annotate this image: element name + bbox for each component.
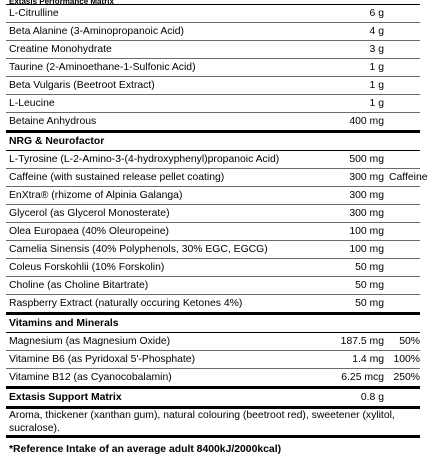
table-row	[6, 95, 420, 113]
section-title: Vitamins and Minerals	[6, 314, 420, 333]
ingredient-name: L-Leucine	[6, 95, 318, 113]
table-row	[6, 241, 420, 259]
ingredient-name: EnXtra® (rhizome of Alpinia Galanga)	[6, 187, 318, 205]
reference-intake: 50%	[386, 333, 420, 351]
ingredient-name: Glycerol (as Glycerol Monosterate)	[6, 205, 318, 223]
nrg-header-row	[6, 132, 420, 151]
ingredient-amount: 100 mg	[318, 223, 386, 241]
table-row	[6, 23, 420, 41]
ingredient-name: Choline (as Choline Bitartrate)	[6, 277, 318, 295]
ingredient-name: Creatine Monohydrate	[6, 41, 318, 59]
nutrition-table	[6, 0, 420, 460]
reference-intake: 250%	[386, 369, 420, 388]
ingredient-extra: Caffeine	[386, 169, 420, 187]
nutrition-panel	[6, 0, 420, 460]
support-header-row	[6, 388, 420, 408]
table-row	[6, 151, 420, 169]
ingredient-name: Betaine Anhydrous	[6, 113, 318, 132]
table-row	[6, 5, 420, 23]
ingredient-amount: 300 mg	[318, 205, 386, 223]
ingredient-name: Coleus Forskohlii (10% Forskolin)	[6, 259, 318, 277]
ingredient-name: Vitamine B6 (as Pyridoxal 5'-Phosphate)	[6, 351, 318, 369]
ingredient-amount: 300 mg	[318, 169, 386, 187]
table-row	[6, 169, 420, 187]
ingredient-amount: 50 mg	[318, 259, 386, 277]
ingredient-name: Vitamine B12 (as Cyanocobalamin)	[6, 369, 318, 388]
table-row	[6, 351, 420, 369]
ingredient-name: Taurine (2-Aminoethane-1-Sulfonic Acid)	[6, 59, 318, 77]
ingredients-text: Aroma, thickener (xanthan gum), natural colouring (beetroot red), sweetener (xylitol, sucralose).	[6, 408, 420, 437]
ingredient-name: Olea Europaea (40% Oleuropeine)	[6, 223, 318, 241]
ingredient-amount: 1 g	[318, 77, 386, 95]
ingredient-amount: 1 g	[318, 59, 386, 77]
table-row	[6, 223, 420, 241]
ingredient-name: Caffeine (with sustained release pellet coating)	[6, 169, 318, 187]
table-row	[6, 259, 420, 277]
ingredient-amount: 100 mg	[318, 241, 386, 259]
ingredient-amount: 1.4 mg	[318, 351, 386, 369]
table-row	[6, 187, 420, 205]
table-row	[6, 295, 420, 314]
ingredient-name: L-Citrulline	[6, 5, 318, 23]
section-title: NRG & Neurofactor	[6, 132, 420, 151]
section-title: Extasis Support Matrix	[6, 388, 318, 408]
vitamins-header-row	[6, 314, 420, 333]
ingredient-name: Beta Alanine (3-Aminopropanoic Acid)	[6, 23, 318, 41]
ingredient-amount: 6 g	[318, 5, 386, 23]
ingredient-amount: 4 g	[318, 23, 386, 41]
ingredient-name: Beta Vulgaris (Beetroot Extract)	[6, 77, 318, 95]
reference-intake: 100%	[386, 351, 420, 369]
ingredient-amount: 1 g	[318, 95, 386, 113]
table-row	[6, 77, 420, 95]
ingredient-amount: 3 g	[318, 41, 386, 59]
ingredients-row	[6, 408, 420, 437]
table-row	[6, 59, 420, 77]
ingredient-name: Raspberry Extract (naturally occuring Ketones 4%)	[6, 295, 318, 314]
table-row	[6, 113, 420, 132]
ingredient-amount: 400 mg	[318, 113, 386, 132]
ingredient-amount: 500 mg	[318, 151, 386, 169]
ingredient-amount: 187.5 mg	[318, 333, 386, 351]
table-row	[6, 277, 420, 295]
ingredient-amount: 300 mg	[318, 187, 386, 205]
ingredient-amount: 0.8 g	[318, 388, 386, 408]
ingredient-name: Camelia Sinensis (40% Polyphenols, 30% EGC, EGCG)	[6, 241, 318, 259]
ingredient-amount: 6.25 mcg	[318, 369, 386, 388]
ingredient-name: Magnesium (as Magnesium Oxide)	[6, 333, 318, 351]
performance-title: Extasis Performance Matrix	[6, 0, 420, 5]
ingredient-name: L-Tyrosine (L-2-Amino-3-(4-hydroxyphenyl)propanoic Acid)	[6, 151, 318, 169]
table-row	[6, 41, 420, 59]
ingredient-amount: 50 mg	[318, 277, 386, 295]
table-row	[6, 369, 420, 388]
ingredient-amount: 50 mg	[318, 295, 386, 314]
table-row	[6, 205, 420, 223]
reference-row	[6, 437, 420, 460]
table-row	[6, 333, 420, 351]
reference-note: *Reference Intake of an average adult 8400kJ/2000kcal)	[6, 437, 420, 460]
